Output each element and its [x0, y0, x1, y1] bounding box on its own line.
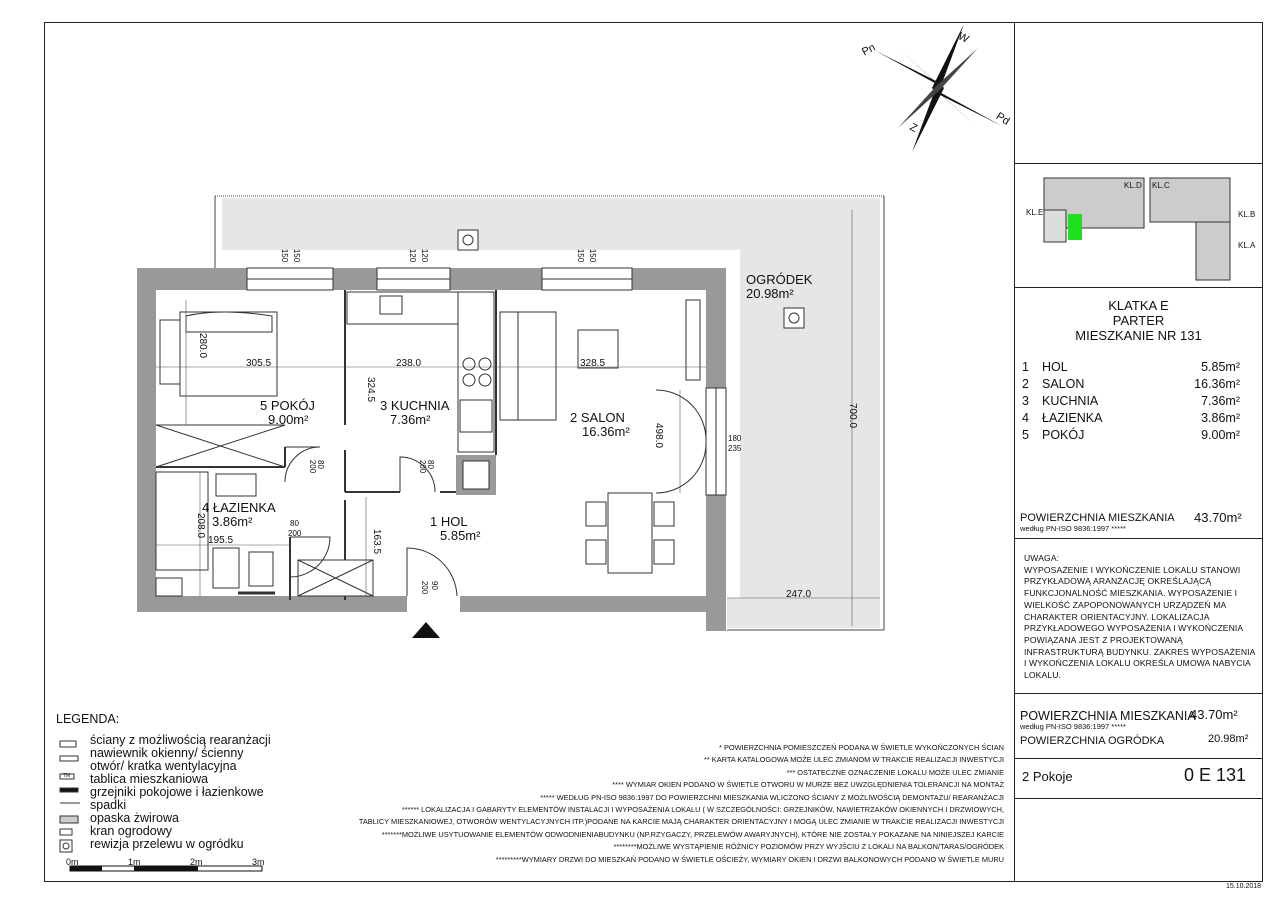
room-pokoj-label: 5 POKÓJ [260, 398, 315, 413]
room-salon-area: 16.36m² [582, 424, 630, 439]
summary-area-label: POWIERZCHNIA MIESZKANIA [1020, 709, 1196, 723]
room-lazienka-label: 4 ŁAZIENKA [202, 500, 276, 515]
table-row: 5 POKÓJ 9.00m² [1022, 427, 1240, 442]
note-line: CHARAKTER ORIENTACYJNY. LOKALIZACJA [1024, 611, 1210, 622]
kitchen-fixtures [347, 292, 494, 452]
floor-label: PARTER [1112, 313, 1165, 328]
note-line: WIELKOŚĆ ZAPOPONOWANYCH URZĄDZEŃ MA [1024, 599, 1227, 610]
window-dimension: 150 [292, 248, 302, 263]
compass-w: W [955, 30, 971, 46]
notes-title: UWAGA: [1024, 553, 1060, 563]
window-dimension: 150 [588, 248, 598, 263]
notes-block [1024, 553, 1256, 682]
window-dimension: 150 [576, 248, 586, 263]
total-area-norm: według PN-ISO 9836:1997 ***** [1020, 524, 1126, 533]
apartment-number: MIESZKANIE NR 131 [1075, 328, 1202, 343]
footnote: TABLICY MIESZKANIOWEJ, OTWORÓW WENTYLACYJNYCH ITP.)PODANE NA KARCIE MAJĄ CHARAKTER ORIENTACYJNY I MOGĄ ULEC ZMIANIE W TRAKCIE REALIZACJI INWESTYCJI [358, 817, 1004, 827]
note-line: FUNKCJONALNOŚĆ MIESZKANIA. WYPOSAŻENIE I [1024, 588, 1238, 599]
room-lazienka-area: 3.86m² [212, 514, 253, 529]
door-dimension: 200 [418, 459, 428, 474]
footnote: *********WYMIARY DRZWI DO MIESZKAŃ PODANO W ŚWIETLE OŚCIEŻY, WYMIARY OKIEN I DRZWI BALKONOWYCH PODANO W ŚWIETLE MURU [495, 854, 1004, 864]
bathroom-fixtures [156, 472, 275, 596]
note-line: INFRASTRUKTURĄ BUDYNKU. ZAKRES WYPOSAŻENIA [1024, 646, 1256, 657]
balcony-door-dimension: 235 [728, 444, 742, 453]
window-dimension: 120 [408, 248, 418, 263]
dimension: 238.0 [396, 358, 422, 369]
table-row: 4 ŁAZIENKA 3.86m² [1022, 410, 1240, 425]
footnote: **** WYMIAR OKIEN PODANO W ŚWIETLE OTWORU W MURZE BEZ UWZGLĘDNIENIA TOLERANCJI NA MONTAŻ [612, 780, 1004, 790]
compass-pd: Pd [993, 110, 1012, 128]
footnote: ****** LOKALIZACJA I GABARYTY ELEMENTÓW INSTALACJI I WYPOSAŻENIA LOKALU ( W SZCZEGÓLNOŚCI: GRZEJNIKÓW, NAWIETRZAKÓW OKIENNYCH I DRZWIOWYCH, [401, 805, 1004, 815]
entrance-arrow [412, 622, 440, 638]
legend-title: LEGENDA: [56, 712, 120, 726]
bedroom-furniture [156, 312, 285, 467]
footnote: ** KARTA KATALOGOWA MOŻE ULEC ZMIANOM W TRAKCIE REALIZACJI INWESTYCJI [703, 755, 1004, 765]
legend-item: tablica mieszkaniowa [90, 772, 209, 786]
keyplan-kla: KL.A [1238, 241, 1256, 250]
note-line: I WYKOŃCZENIA LOKALU OKREŚLA UMOWA NABYCIA [1024, 658, 1251, 669]
dimension: 208.0 [195, 512, 207, 539]
apartment-code: 0 E 131 [1184, 765, 1247, 785]
balcony-door-dimension: 180 [728, 434, 742, 443]
room-area-table [1022, 358, 1240, 443]
legend-item: kran ogrodowy [90, 824, 172, 838]
keyplan-klc: KL.C [1152, 181, 1170, 190]
room-kuchnia-label: 3 KUCHNIA [380, 398, 450, 413]
table-row: 1 HOL 5.85m² [1022, 359, 1240, 374]
staircase-label: KLATKA E [1108, 298, 1169, 313]
garden-area-label: POWIERZCHNIA OGRÓDKA [1020, 735, 1165, 747]
legend-item: grzejniki pokojowe i łazienkowe [90, 785, 264, 799]
room-hol-area: 5.85m² [440, 528, 481, 543]
apartment-highlight [1068, 214, 1082, 240]
legend-item: opaska żwirowa [90, 811, 179, 825]
scale-bar [70, 866, 262, 871]
scale-label: 2m [190, 857, 203, 867]
keyplan-kle: KL.E [1026, 208, 1044, 217]
room-pokoj-area: 9.00m² [268, 412, 309, 427]
table-row: 2 SALON 16.36m² [1022, 376, 1240, 391]
summary-area-value: 43.70m² [1190, 707, 1238, 722]
keyplan-kld: KL.D [1124, 181, 1142, 190]
dimension: 328.5 [580, 358, 606, 369]
dimension: 498.0 [653, 422, 665, 449]
tm-symbol: TM [63, 773, 71, 779]
dimension: 163.5 [371, 528, 383, 555]
total-area-label: POWIERZCHNIA MIESZKANIA [1020, 512, 1175, 524]
footnote: *** OSTATECZNE OZNACZENIE LOKALU MOŻE ULEC ZMIANIE [786, 767, 1004, 777]
door-dimension: 80 [425, 460, 435, 469]
table-row: 3 KUCHNIA 7.36m² [1022, 393, 1240, 408]
total-area-value: 43.70m² [1194, 510, 1242, 525]
drawing-date: 15.10.2018 [1226, 883, 1262, 890]
scale-label: 1m [128, 857, 141, 867]
note-line: LOKALU. [1024, 670, 1062, 681]
legend-item: rewizja przelewu w ogródku [90, 837, 244, 851]
room-hol-label: 1 HOL [430, 514, 468, 529]
dimension: 280.0 [197, 332, 209, 359]
note-line: POWIĄZANA JEST Z PROJEKTOWANĄ [1024, 634, 1183, 645]
dimension: 305.5 [246, 358, 272, 369]
note-line: PRZYKŁADOWEGO WYPOSAŻENIA I WYKOŃCZENIA [1024, 623, 1244, 634]
footnote: * POWIERZCHNIA POMIESZCZEŃ PODANA W ŚWIETLE WYKOŃCZONYCH ŚCIAN [719, 743, 1004, 752]
dimension: 324.5 [365, 376, 377, 403]
legend-item: spadki [90, 798, 127, 812]
dimension: 247.0 [786, 589, 812, 600]
room-salon-label: 2 SALON [570, 410, 625, 425]
window-dimension: 150 [280, 248, 290, 263]
footnotes [359, 742, 1004, 866]
room-kuchnia-area: 7.36m² [390, 412, 431, 427]
compass-rose [874, 24, 1002, 152]
legend-item: otwór/ kratka wentylacyjna [90, 759, 237, 773]
door-dimension: 200 [288, 529, 302, 538]
garden-label: OGRÓDEK [746, 272, 813, 287]
footnote: ***** WEDŁUG PN-ISO 9836:1997 DO POWIERZCHNI MIESZKANIA WLICZONO ŚCIANY Z MOŻLIWOŚCIĄ DEMONTAŻU/ REARANŻACJI [540, 792, 1004, 802]
note-line: PRZYKŁADOWĄ ARANŻACJĘ OKREŚLAJĄCĄ [1024, 576, 1212, 587]
garden-area-value: 20.98m² [746, 286, 794, 301]
footnote: *******MOŻLIWE USYTUOWANIE ELEMENTÓW ODWODNIENIABUDYNKU (NP.RZYGACZY, PRZELEWÓW AWARYJNYCH), KTÓRE NIE ZOSTAŁY POKAZANE NA NINIEJSZEJ KARCIE [381, 829, 1004, 839]
dimension: 700.0 [847, 402, 859, 429]
scale-label: 3m [252, 857, 265, 867]
rooms-count: 2 Pokoje [1022, 769, 1073, 784]
window-dimension: 120 [420, 248, 430, 263]
legend-item: ściany z możliwością rearanżacji [90, 733, 271, 747]
door-dimension: 200 [420, 580, 430, 595]
legend-symbols [60, 741, 80, 852]
hall-wardrobe [298, 560, 373, 596]
garden-area-summary: 20.98m² [1208, 733, 1249, 745]
door-dimension: 80 [315, 460, 325, 469]
footnote: ********MOŻLIWE WYSTĄPIENIE RÓŻNICY POZIOMÓW PRZY WYJŚCIU Z LOKALI NA BALKON/TARAS/OGRÓDEK [613, 842, 1004, 852]
compass-pn: Pn [859, 41, 878, 59]
door-dimension: 80 [290, 519, 299, 528]
keyplan-klb: KL.B [1238, 210, 1256, 219]
scale-label: 0m [66, 857, 79, 867]
legend-item: nawiewnik okienny/ ścienny [90, 746, 244, 760]
door-dimension: 200 [308, 459, 318, 474]
note-line: WYPOSAŻENIE I WYKOŃCZENIE LOKALU STANOWI [1024, 564, 1241, 575]
compass-z: Z [907, 121, 920, 135]
door-dimension: 90 [429, 581, 439, 590]
summary-area-norm: według PN-ISO 9836:1997 ***** [1020, 722, 1126, 731]
dimension: 195.5 [208, 535, 234, 546]
